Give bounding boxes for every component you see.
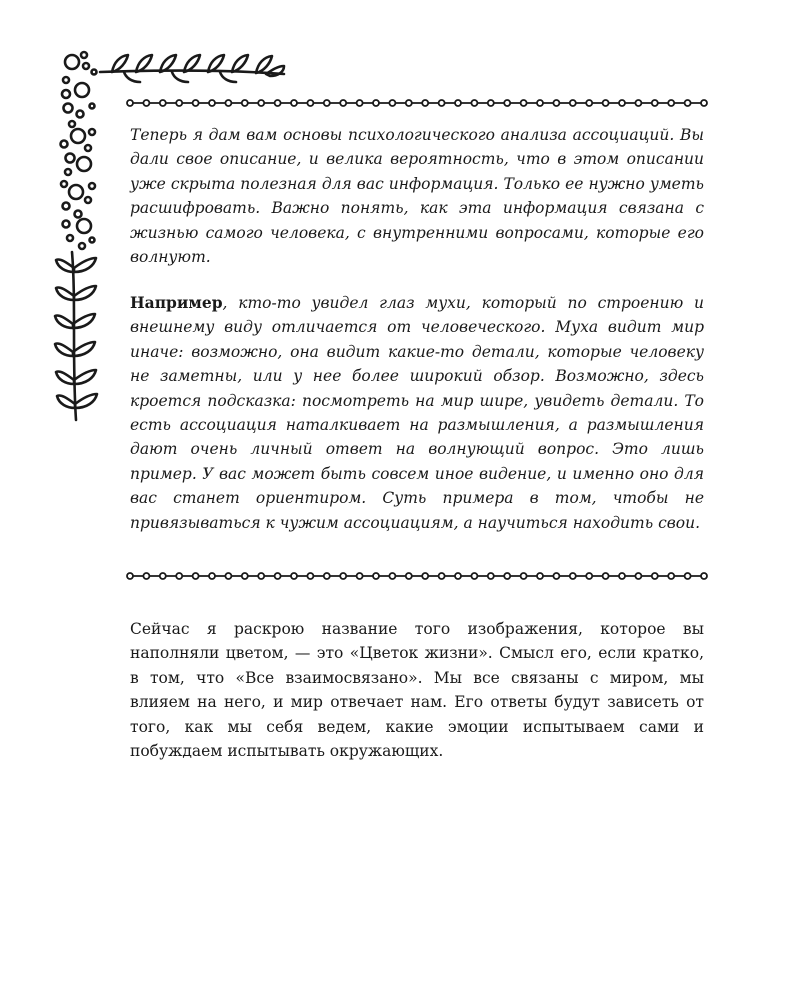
divider-bead bbox=[275, 573, 281, 579]
paragraph-analysis-intro: Теперь я дам вам основы психологического анализа ассоциаций. Вы дали свое описание, и велика вероятность, что в этом описании уже скрыта полезная для вас информация. Только ее нужно уметь расшифровать. Важно понять, как эта информация связана с жизнью самого человека, с внутренними вопросами, которые его волнуют. bbox=[130, 126, 704, 267]
divider-bead bbox=[603, 100, 609, 106]
paragraph-example bbox=[130, 291, 704, 535]
top-divider-icon bbox=[126, 96, 708, 110]
divider-bead bbox=[275, 100, 281, 106]
divider-bead bbox=[471, 100, 477, 106]
divider-bead bbox=[668, 573, 674, 579]
divider-bead bbox=[701, 100, 707, 106]
divider-bead bbox=[307, 100, 313, 106]
bottom-divider-icon bbox=[126, 569, 708, 583]
divider-bead bbox=[570, 100, 576, 106]
divider-bead bbox=[439, 100, 445, 106]
divider-bead bbox=[619, 100, 625, 106]
divider-bead bbox=[176, 573, 182, 579]
divider-bead bbox=[521, 100, 527, 106]
divider-bead bbox=[389, 100, 395, 106]
divider-bead bbox=[635, 573, 641, 579]
divider-bead bbox=[373, 573, 379, 579]
divider-bead bbox=[209, 100, 215, 106]
divider-bead bbox=[570, 573, 576, 579]
paragraph-flower-of-life: Сейчас я раскрою название того изображения, которое вы наполняли цветом, — это «Цветок жизни». Смысл его, если кратко, в том, что «Все взаимосвязано». Мы все связаны с миром, мы влияем на него, и мир отвечает нам. Его ответы будут зависеть от того, как мы себя ведем, какие эмоции испытываем сами и побуждаем испытывать окружающих. bbox=[130, 620, 704, 761]
divider-bead bbox=[652, 100, 658, 106]
divider-bead bbox=[160, 573, 166, 579]
divider-bead bbox=[504, 573, 510, 579]
divider-bead bbox=[324, 573, 330, 579]
divider-bead bbox=[521, 573, 527, 579]
divider-bead bbox=[324, 100, 330, 106]
divider-bead bbox=[422, 573, 428, 579]
divider-bead bbox=[586, 573, 592, 579]
divider-bead bbox=[225, 573, 231, 579]
top-laurel-branch-icon bbox=[100, 55, 284, 82]
divider-bead bbox=[127, 100, 133, 106]
example-body: , кто-то увидел глаз мухи, который по строению и внешнему виду отличается от человеческого. Муха видит мир иначе: возможно, она видит какие-то детали, которые человеку не заметны, или у нее более широкий обзор. Возможно, здесь кроется подсказка: посмотреть на мир шире, увидеть детали. То есть ассоциация наталкивает на размышления, а размышления дают очень личный ответ на волнующий вопрос. Это лишь пример. У вас может быть совсем иное видение, и именно оно для вас станет ориентиром. Суть примера в том, чтобы не привязываться к чужим ассоциациям, а научиться находить свои. bbox=[130, 294, 704, 532]
divider-bead bbox=[701, 573, 707, 579]
divider-bead bbox=[357, 100, 363, 106]
divider-bead bbox=[291, 573, 297, 579]
divider-bead bbox=[471, 573, 477, 579]
divider-bead bbox=[143, 100, 149, 106]
divider-bead bbox=[193, 573, 199, 579]
divider-bead bbox=[340, 573, 346, 579]
divider-bead bbox=[455, 100, 461, 106]
divider-bead bbox=[635, 100, 641, 106]
divider-bead bbox=[209, 573, 215, 579]
divider-bead bbox=[488, 573, 494, 579]
divider-bead bbox=[389, 573, 395, 579]
divider-bead bbox=[603, 573, 609, 579]
divider-bead bbox=[406, 573, 412, 579]
divider-bead bbox=[537, 100, 543, 106]
divider-bead bbox=[439, 573, 445, 579]
divider-bead bbox=[488, 100, 494, 106]
divider-bead bbox=[685, 573, 691, 579]
divider-bead bbox=[160, 100, 166, 106]
divider-bead bbox=[685, 100, 691, 106]
example-lead-word: Например bbox=[130, 293, 223, 312]
divider-bead bbox=[373, 100, 379, 106]
divider-bead bbox=[619, 573, 625, 579]
divider-bead bbox=[291, 100, 297, 106]
divider-bead bbox=[258, 100, 264, 106]
divider-bead bbox=[242, 100, 248, 106]
divider-bead bbox=[422, 100, 428, 106]
divider-bead bbox=[193, 100, 199, 106]
divider-bead bbox=[127, 573, 133, 579]
divider-bead bbox=[307, 573, 313, 579]
divider-bead bbox=[586, 100, 592, 106]
divider-bead bbox=[553, 573, 559, 579]
divider-bead bbox=[143, 573, 149, 579]
divider-bead bbox=[537, 573, 543, 579]
divider-bead bbox=[176, 100, 182, 106]
left-laurel-vine-icon bbox=[55, 252, 97, 420]
divider-bead bbox=[225, 100, 231, 106]
divider-bead bbox=[455, 573, 461, 579]
divider-bead bbox=[652, 573, 658, 579]
divider-bead bbox=[242, 573, 248, 579]
divider-bead bbox=[504, 100, 510, 106]
divider-bead bbox=[357, 573, 363, 579]
divider-bead bbox=[340, 100, 346, 106]
divider-bead bbox=[406, 100, 412, 106]
divider-bead bbox=[553, 100, 559, 106]
circles-column-icon bbox=[61, 52, 97, 249]
divider-bead bbox=[258, 573, 264, 579]
divider-bead bbox=[668, 100, 674, 106]
